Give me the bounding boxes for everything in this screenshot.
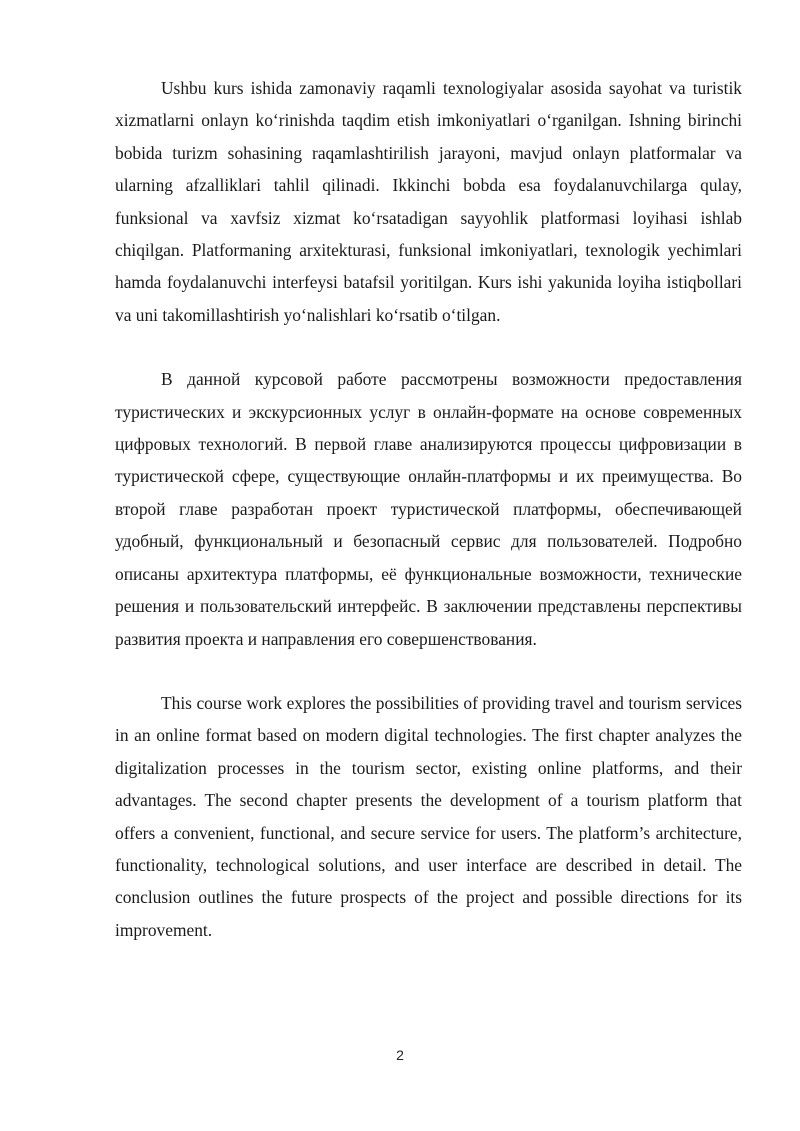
page-number: 2 — [396, 1047, 404, 1063]
abstract-paragraph-russian: В данной курсовой работе рассмотрены возможности предоставления туристических и экскурсионных услуг в онлайн-формате на основе современных цифровых технологий. В первой главе анализируются процессы цифровизации в туристической сфере, существующие онлайн-платформы и их преимущества. Во второй главе разработан проект туристической платформы, обеспечивающей удобный, функциональный и безопасный сервис для пользователей. Подробно описаны архитектура платформы, её функциональные возможности, технические решения и пользовательский интерфейс. В заключении представлены перспективы развития проекта и направления его совершенствования. — [115, 369, 742, 649]
abstract-paragraph-english: This course work explores the possibilities of providing travel and tourism services in an online format based on modern digital technologies. The first chapter analyzes the digitalization processes in the tourism sector, existing online platforms, and their advantages. The second chapter presents the development of a tourism platform that offers a convenient, functional, and secure service for users. The platform’s architecture, functionality, technological solutions, and user interface are described in detail. The conclusion outlines the future prospects of the project and possible directions for its improvement. — [115, 692, 742, 940]
abstract-body — [115, 72, 742, 946]
abstract-paragraph-uzbek: Ushbu kurs ishida zamonaviy raqamli texnologiyalar asosida sayohat va turistik xizmatlarni onlayn koʻrinishda taqdim etish imkoniyatlari oʻrganilgan. Ishning birinchi bobida turizm sohasining raqamlashtirilish jarayoni, mavjud onlayn platformalar va ularning afzalliklari tahlil qilinadi. Ikkinchi bobda esa foydalanuvchilarga qulay, funksional va xavfsiz xizmat koʻrsatadigan sayyohlik platformasi loyihasi ishlab chiqilgan. Platformaning arxitekturasi, funksional imkoniyatlari, texnologik yechimlari hamda foydalanuvchi interfeysi batafsil yoritilgan. Kurs ishi yakunida loyiha istiqbollari va uni takomillashtirish yoʻnalishlari koʻrsatib oʻtilgan. — [115, 78, 742, 325]
